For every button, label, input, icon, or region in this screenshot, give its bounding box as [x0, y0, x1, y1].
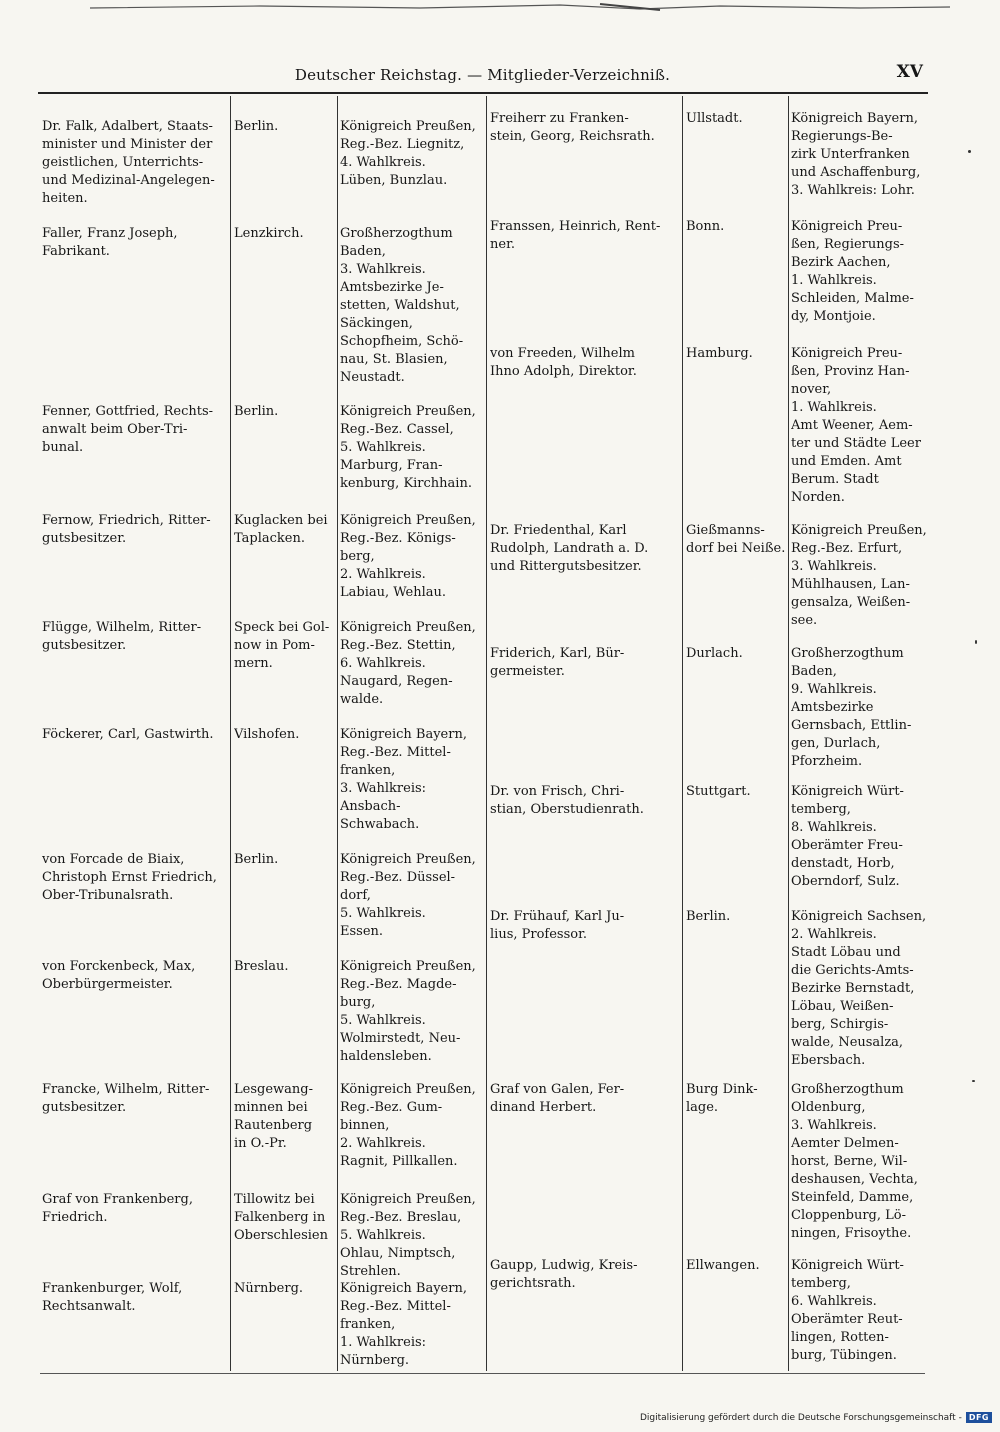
- member-name: Faller, Franz Joseph, Fabrikant.: [42, 226, 178, 259]
- column-divider: [230, 96, 231, 1371]
- member-residence: Burg Dink- lage.: [686, 1082, 758, 1115]
- column-divider: [682, 96, 683, 1371]
- member-name: von Freeden, Wilhelm Ihno Adolph, Direktor.: [490, 346, 637, 379]
- member-district: Großherzogthum Oldenburg, 3. Wahlkreis. Aemter Delmen- horst, Berne, Wil- deshausen, Vechta, Steinfeld, Damme, Cloppenburg, Lö- ningen, Frisoythe.: [791, 1082, 918, 1241]
- member-name: Francke, Wilhelm, Ritter- gutsbesitzer.: [42, 1082, 210, 1115]
- member-name: Freiherr zu Franken- stein, Georg, Reichsrath.: [490, 111, 655, 144]
- member-district: Königreich Würt- temberg, 6. Wahlkreis. Oberämter Reut- lingen, Rotten- burg, Tübingen.: [791, 1258, 904, 1363]
- page-number: XV: [896, 62, 923, 82]
- member-name: Fernow, Friedrich, Ritter- gutsbesitzer.: [42, 513, 211, 546]
- member-district: Königreich Bayern, Regierungs-Be- zirk Unterfranken und Aschaffenburg, 3. Wahlkreis: Lohr.: [791, 111, 921, 198]
- member-name: Dr. von Frisch, Chri- stian, Oberstudienrath.: [490, 784, 644, 817]
- member-residence: Nürnberg.: [234, 1281, 304, 1296]
- member-district: Großherzogthum Baden, 9. Wahlkreis. Amtsbezirke Gernsbach, Ettlin- gen, Durlach, Pforzheim.: [791, 646, 912, 769]
- member-residence: Berlin.: [686, 909, 731, 924]
- dfg-logo: DFG: [966, 1412, 992, 1423]
- member-residence: Ullstadt.: [686, 111, 743, 126]
- page-footer: [640, 1412, 992, 1423]
- member-residence: Speck bei Gol- now in Pom- mern.: [234, 620, 330, 671]
- member-residence: Vilshofen.: [234, 727, 300, 742]
- footer-credit: Digitalisierung gefördert durch die Deutsche Forschungsgemeinschaft -: [639, 1412, 962, 1423]
- member-residence: Berlin.: [234, 404, 279, 419]
- member-residence: Durlach.: [686, 646, 743, 661]
- member-district: Königreich Preußen, Reg.-Bez. Magde- burg, 5. Wahlkreis. Wolmirstedt, Neu- haldensleben.: [340, 959, 476, 1064]
- member-district: Königreich Preußen, Reg.-Bez. Breslau, 5. Wahlkreis. Ohlau, Nimptsch, Strehlen.: [340, 1192, 476, 1279]
- member-district: Königreich Preußen, Reg.-Bez. Liegnitz, 4. Wahlkreis. Lüben, Bunzlau.: [340, 119, 476, 188]
- member-district: Königreich Preußen, Reg.-Bez. Königs- berg, 2. Wahlkreis. Labiau, Wehlau.: [340, 513, 476, 600]
- member-district: Königreich Preußen, Reg.-Bez. Stettin, 6. Wahlkreis. Naugard, Regen- walde.: [340, 620, 476, 707]
- member-district: Königreich Preu- ßen, Regierungs- Bezirk Aachen, 1. Wahlkreis. Schleiden, Malme- dy, Montjoie.: [791, 219, 914, 324]
- member-name: Fenner, Gottfried, Rechts- anwalt beim Ober-Tri- bunal.: [42, 404, 214, 455]
- member-name: Franssen, Heinrich, Rent- ner.: [490, 219, 661, 252]
- column-divider: [486, 96, 487, 1371]
- member-name: Graf von Galen, Fer- dinand Herbert.: [490, 1082, 625, 1115]
- member-district: Großherzogthum Baden, 3. Wahlkreis. Amtsbezirke Je- stetten, Waldshut, Säckingen, Schopfheim, Schö- nau, St. Blasien, Neustadt.: [340, 226, 464, 385]
- member-residence: Tillowitz bei Falkenberg in Oberschlesien: [234, 1192, 328, 1243]
- member-name: Föckerer, Carl, Gastwirth.: [42, 727, 214, 742]
- page-header: [40, 60, 925, 88]
- scan-speck: [975, 640, 977, 644]
- member-name: Frankenburger, Wolf, Rechtsanwalt.: [42, 1281, 183, 1314]
- member-residence: Kuglacken bei Taplacken.: [234, 513, 328, 546]
- member-name: Graf von Frankenberg, Friedrich.: [42, 1192, 193, 1225]
- scan-speck: [968, 150, 971, 153]
- header-rule: [38, 92, 928, 94]
- member-residence: Ellwangen.: [686, 1258, 760, 1273]
- member-residence: Breslau.: [234, 959, 289, 974]
- member-residence: Lesgewang- minnen bei Rautenberg in O.-Pr.: [234, 1082, 313, 1151]
- member-name: von Forcade de Biaix, Christoph Ernst Friedrich, Ober-Tribunalsrath.: [42, 852, 217, 903]
- member-district: Königreich Preußen, Reg.-Bez. Düssel- dorf, 5. Wahlkreis. Essen.: [340, 852, 476, 939]
- footer-rule: [40, 1373, 925, 1374]
- page-title: Deutscher Reichstag. — Mitglieder-Verzeichniß.: [294, 66, 671, 84]
- member-name: von Forckenbeck, Max, Oberbürgermeister.: [42, 959, 196, 992]
- scan-speck: [972, 1080, 975, 1082]
- member-name: Dr. Frühauf, Karl Ju- lius, Professor.: [490, 909, 625, 942]
- column-divider: [788, 96, 789, 1371]
- member-name: Flügge, Wilhelm, Ritter- gutsbesitzer.: [42, 620, 202, 653]
- member-residence: Lenzkirch.: [234, 226, 304, 241]
- member-residence: Hamburg.: [686, 346, 753, 361]
- member-name: Dr. Friedenthal, Karl Rudolph, Landrath a. D. und Rittergutsbesitzer.: [490, 523, 649, 574]
- member-name: Gaupp, Ludwig, Kreis- gerichtsrath.: [490, 1258, 638, 1291]
- member-district: Königreich Bayern, Reg.-Bez. Mittel- franken, 1. Wahlkreis: Nürnberg.: [340, 1281, 467, 1368]
- member-district: Königreich Preußen, Reg.-Bez. Erfurt, 3. Wahlkreis. Mühlhausen, Lan- gensalza, Weißen- see.: [791, 523, 927, 628]
- member-residence: Berlin.: [234, 852, 279, 867]
- member-district: Königreich Preußen, Reg.-Bez. Gum- binnen, 2. Wahlkreis. Ragnit, Pillkallen.: [340, 1082, 476, 1169]
- member-residence: Berlin.: [234, 119, 279, 134]
- member-name: Friderich, Karl, Bür- germeister.: [490, 646, 625, 679]
- member-district: Königreich Würt- temberg, 8. Wahlkreis. Oberämter Freu- denstadt, Horb, Oberndorf, Sulz.: [791, 784, 904, 889]
- member-district: Königreich Bayern, Reg.-Bez. Mittel- franken, 3. Wahlkreis: Ansbach- Schwabach.: [340, 727, 467, 832]
- member-district: Königreich Preu- ßen, Provinz Han- nover, 1. Wahlkreis. Amt Weener, Aem- ter und Städte Leer und Emden. Amt Berum. Stadt Norden.: [791, 346, 921, 505]
- column-divider: [337, 96, 338, 1371]
- member-residence: Bonn.: [686, 219, 725, 234]
- member-residence: Gießmanns- dorf bei Neiße.: [686, 523, 786, 556]
- member-name: Dr. Falk, Adalbert, Staats- minister und Minister der geistlichen, Unterrichts- und Medizinal-Angelegen- heiten.: [42, 119, 215, 206]
- member-district: Königreich Sachsen, 2. Wahlkreis. Stadt Löbau und die Gerichts-Amts- Bezirke Bernstadt, Löbau, Weißen- berg, Schirgis- walde, Neusalza, Ebersbach.: [791, 909, 927, 1068]
- member-district: Königreich Preußen, Reg.-Bez. Cassel, 5. Wahlkreis. Marburg, Fran- kenburg, Kirchhain.: [340, 404, 476, 491]
- member-residence: Stuttgart.: [686, 784, 751, 799]
- scan-edge-marks: [0, 0, 1000, 16]
